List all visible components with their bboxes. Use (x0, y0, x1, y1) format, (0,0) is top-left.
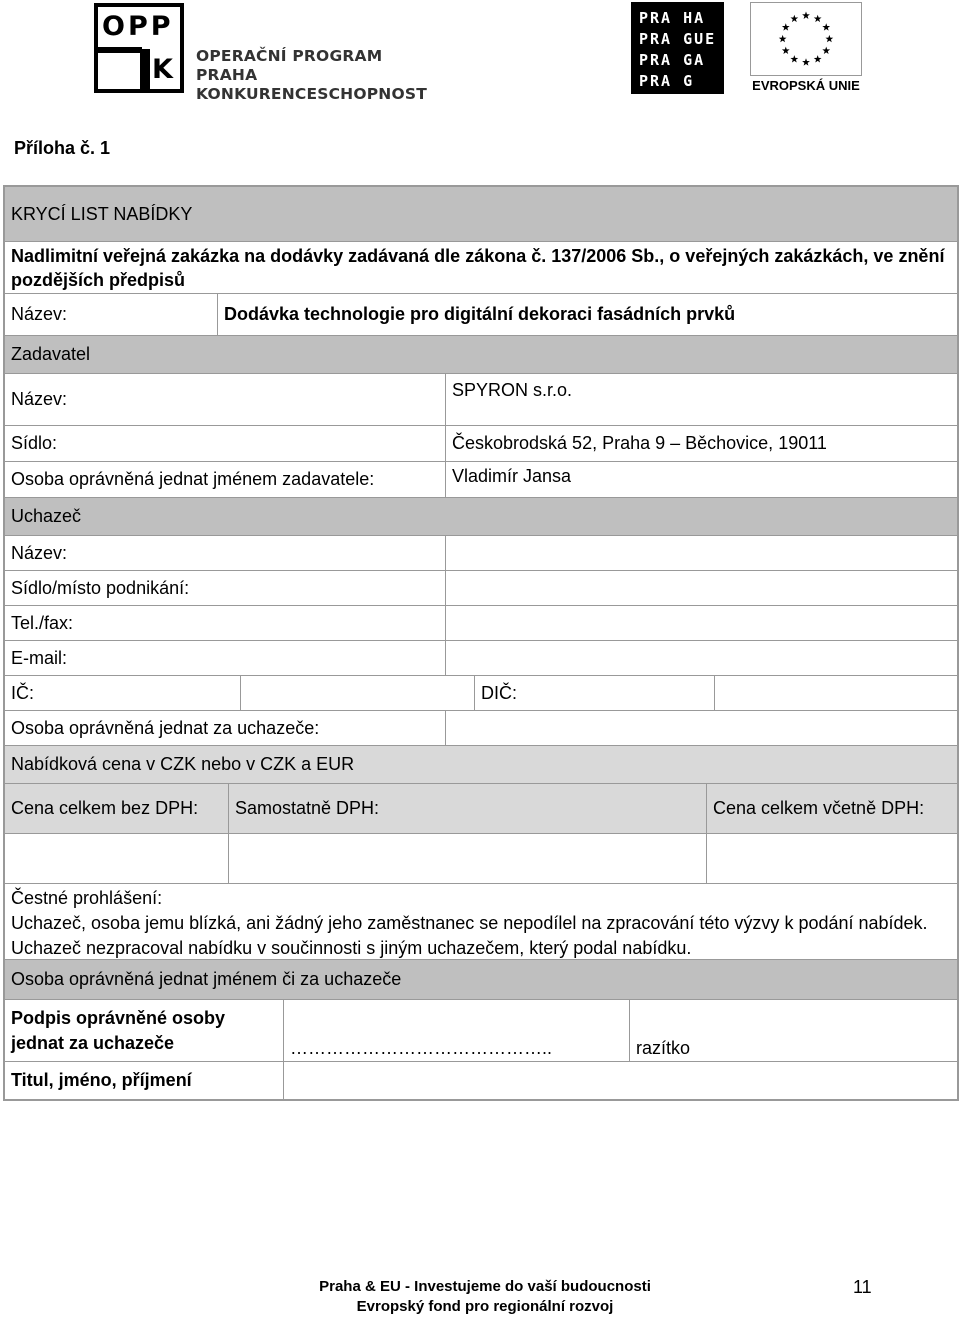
form-title-row (5, 187, 957, 241)
authority-seat-row (5, 425, 957, 461)
price-without-vat-header: Cena celkem bez DPH: (11, 798, 199, 818)
contract-name-label: Název: (11, 304, 68, 324)
signature-section-title: Osoba oprávněná jednat jménem či za uchazeče (11, 969, 402, 989)
form-title: KRYCÍ LIST NABÍDKY (11, 203, 193, 224)
subtitle-row (5, 241, 957, 293)
bidder-ic-label: IČ: (11, 682, 35, 703)
authority-seat-label: Sídlo: (11, 433, 58, 453)
opp-program-line2: KONKURENCESCHOPNOST (196, 85, 427, 103)
opp-logo-letters-top: OPP (102, 11, 174, 42)
signature-row (5, 999, 957, 1061)
stamp-field[interactable] (629, 1000, 957, 1061)
bidder-phone-field[interactable] (445, 606, 957, 640)
praha-logo: PRA HA PRA GUE PRA GA PRA G (631, 2, 724, 94)
bidder-dic-label: DIČ: (474, 676, 714, 710)
footer (250, 1277, 720, 1317)
bidder-name-label: Název: (11, 542, 68, 563)
signature-label: Podpis oprávněné osoby jednat za uchazeče (11, 1007, 226, 1053)
authority-section-title: Zadavatel (11, 344, 91, 364)
eu-flag-icon (750, 2, 862, 76)
footer-line2: Evropský fond pro regionální rozvoj (356, 1298, 614, 1315)
bidder-seat-label: Sídlo/místo podnikání: (11, 577, 190, 598)
opp-logo-text (196, 47, 427, 104)
opp-logo-letters-bottom: K (152, 54, 176, 85)
bidder-section-title: Uchazeč (11, 506, 82, 526)
header-logos (0, 0, 960, 103)
eu-label: EVROPSKÁ UNIE (752, 78, 860, 93)
authority-section-row (5, 335, 957, 373)
title-name-row (5, 1061, 957, 1099)
signature-dots: …………………………………….. (290, 1038, 553, 1058)
bidder-phone-row (5, 605, 957, 640)
declaration-line2: Uchazeč nezpracoval nabídku v součinnosti s jiným uchazečem, který podal nabídku. (11, 938, 692, 958)
title-name-label: Titul, jméno, příjmení (11, 1070, 192, 1090)
price-values-row (5, 833, 957, 883)
opp-logo-divider (98, 47, 142, 53)
footer-line1: Praha & EU - Investujeme do vaší budoucnosti (319, 1278, 651, 1295)
price-section-row (5, 745, 957, 783)
form-subtitle: Nadlimitní veřejná zakázka na dodávky zadávaná dle zákona č. 137/2006 Sb., o veřejných zakázkách, ve znění pozdějších předpisů (11, 245, 945, 290)
bidder-seat-field[interactable] (445, 571, 957, 605)
signature-section-row (5, 959, 957, 999)
authority-name-value: SPYRON s.r.o. (445, 374, 957, 425)
price-without-vat-field[interactable] (5, 834, 228, 883)
opp-logo (94, 3, 427, 103)
opp-logo-mark (94, 3, 184, 93)
bidder-email-label: E-mail: (11, 647, 68, 668)
contract-name-value: Dodávka technologie pro digitální dekoraci fasádních prvků (217, 294, 957, 335)
bidder-dic-field[interactable] (714, 676, 957, 710)
opp-logo-bar (140, 49, 150, 93)
price-with-vat-header: Cena celkem včetně DPH: (706, 784, 957, 833)
authority-name-label: Název: (11, 389, 68, 409)
bidder-representative-field[interactable] (445, 711, 957, 745)
declaration-block (5, 884, 957, 959)
annex-title: Příloha č. 1 (14, 138, 111, 158)
price-with-vat-field[interactable] (706, 834, 957, 883)
price-header-row (5, 783, 957, 833)
bidder-representative-label: Osoba oprávněná jednat za uchazeče: (11, 717, 320, 738)
authority-seat-value: Českobrodská 52, Praha 9 – Běchovice, 19011 (445, 426, 957, 461)
authority-name-row (5, 373, 957, 425)
bidder-email-field[interactable] (445, 641, 957, 675)
title-name-field[interactable] (283, 1062, 957, 1099)
bidder-ic-dic-row (5, 675, 957, 710)
declaration-line1: Uchazeč, osoba jemu blízká, ani žádný jeho zaměstnanec se nepodílel na zpracování této výzvy k podání nabídek. (11, 913, 928, 933)
authority-representative-label: Osoba oprávněná jednat jménem zadavatele: (11, 469, 375, 489)
bidder-seat-row (5, 570, 957, 605)
bidder-representative-row (5, 710, 957, 745)
bidder-email-row (5, 640, 957, 675)
declaration-title: Čestné prohlášení: (11, 888, 163, 908)
authority-representative-row (5, 461, 957, 497)
bidder-section-row (5, 497, 957, 535)
price-vat-header: Samostatně DPH: (228, 784, 706, 833)
authority-representative-value: Vladimír Jansa (445, 462, 957, 497)
bidder-ic-field[interactable] (240, 676, 474, 710)
bidder-phone-label: Tel./fax: (11, 612, 74, 633)
page-number: 11 (853, 1277, 872, 1297)
stamp-label: razítko (636, 1038, 691, 1058)
bidder-name-row (5, 535, 957, 570)
price-vat-field[interactable] (228, 834, 706, 883)
bidder-name-field[interactable] (445, 536, 957, 570)
signature-field[interactable] (283, 1000, 629, 1061)
cover-sheet-form (3, 185, 959, 1101)
price-section-title: Nabídková cena v CZK nebo v CZK a EUR (11, 754, 355, 774)
eu-logo (750, 2, 862, 94)
declaration-row (5, 883, 957, 959)
opp-program-line1: OPERAČNÍ PROGRAM PRAHA (196, 47, 383, 84)
contract-name-row (5, 293, 957, 335)
